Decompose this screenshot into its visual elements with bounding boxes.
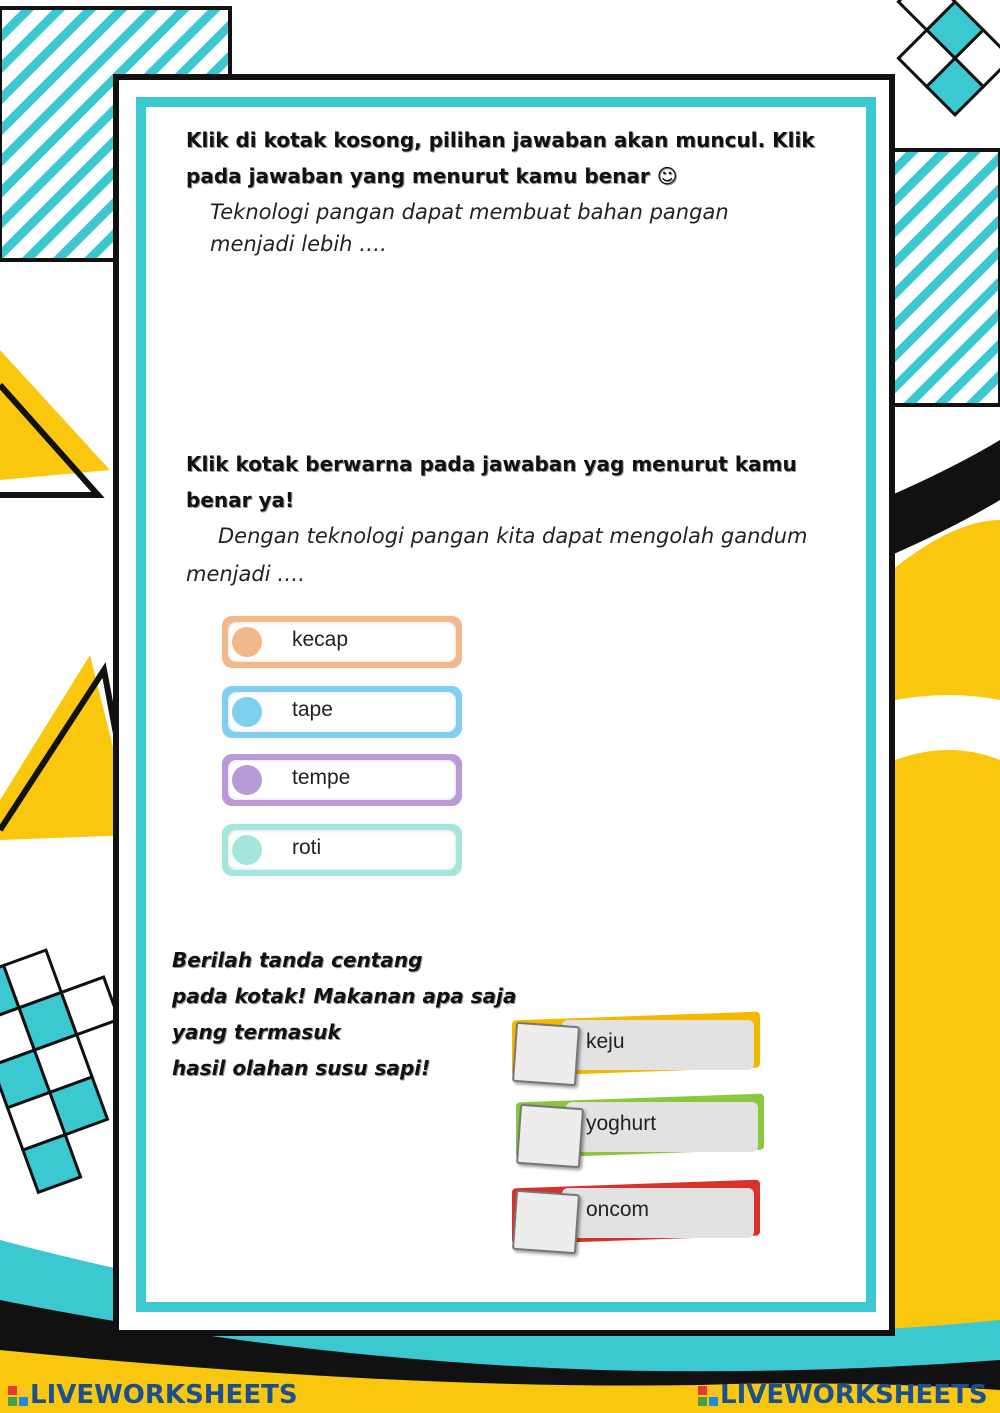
- question1-answer-dropdown[interactable]: [190, 270, 810, 420]
- question2-instruction-line2: benar ya!: [186, 488, 295, 512]
- option-radio-icon: [232, 627, 262, 657]
- option-label: tape: [292, 698, 333, 721]
- brand-right: [698, 1380, 988, 1410]
- option-tape[interactable]: [222, 686, 462, 738]
- option-radio-icon: [232, 835, 262, 865]
- option-label: kecap: [292, 628, 349, 651]
- question3-instruction-line3: yang termasuk: [172, 1020, 341, 1044]
- option-label: roti: [292, 836, 322, 859]
- checkbox-label: keju: [586, 1030, 625, 1053]
- checkbox-option-oncom[interactable]: [512, 1184, 760, 1244]
- brand-right-text: LIVEWORKSHEETS: [720, 1380, 988, 1410]
- question3-instruction-line1: Berilah tanda centang: [172, 948, 423, 972]
- question1-instruction-line2: pada jawaban yang menurut kamu benar ☺: [186, 164, 678, 188]
- brand-left: [8, 1380, 298, 1410]
- option-kecap[interactable]: [222, 616, 462, 668]
- question2-text-line2: menjadi ….: [186, 562, 305, 586]
- checkbox-option-yoghurt[interactable]: [516, 1098, 764, 1158]
- question1-text-line1: Teknologi pangan dapat membuat bahan pangan: [210, 200, 729, 224]
- option-roti[interactable]: [222, 824, 462, 876]
- option-label: tempe: [292, 766, 351, 789]
- checkbox-square-icon[interactable]: [512, 1190, 580, 1254]
- question1-instruction-line1: Klik di kotak kosong, pilihan jawaban akan muncul. Klik: [186, 128, 815, 152]
- checkbox-square-icon[interactable]: [516, 1104, 584, 1168]
- option-radio-icon: [232, 765, 262, 795]
- checkbox-label: yoghurt: [586, 1112, 657, 1135]
- checkbox-label: oncom: [586, 1198, 650, 1221]
- question3-instruction-line4: hasil olahan susu sapi!: [172, 1056, 431, 1080]
- liveworksheets-logo-icon: [8, 1386, 28, 1406]
- question2-instruction-line1: Klik kotak berwarna pada jawaban yag menurut kamu: [186, 452, 797, 476]
- option-tempe[interactable]: [222, 754, 462, 806]
- question3-instruction-line2: pada kotak! Makanan apa saja: [172, 984, 517, 1008]
- checkbox-square-icon[interactable]: [512, 1022, 580, 1086]
- question2-text-line1: Dengan teknologi pangan kita dapat mengolah gandum: [218, 524, 808, 548]
- brand-left-text: LIVEWORKSHEETS: [30, 1380, 298, 1410]
- liveworksheets-logo-icon: [698, 1386, 718, 1406]
- option-radio-icon: [232, 697, 262, 727]
- question1-text-line2: menjadi lebih ….: [210, 232, 387, 256]
- checkbox-option-keju[interactable]: [512, 1016, 760, 1076]
